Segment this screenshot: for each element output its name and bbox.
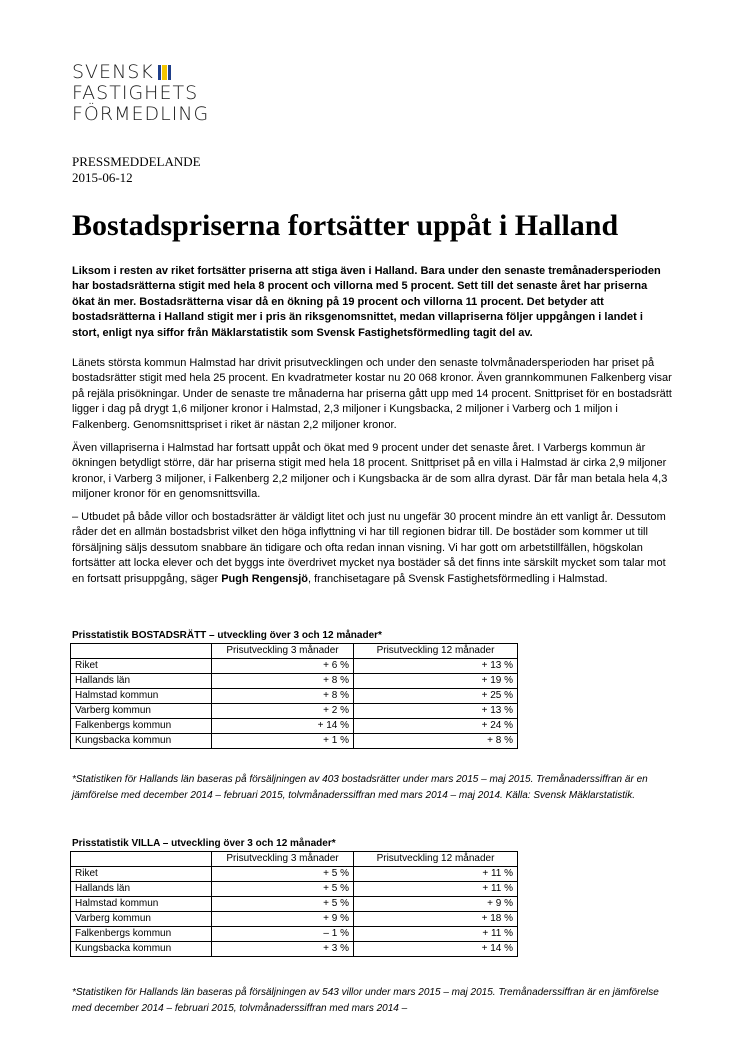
press-header: [72, 154, 201, 186]
table-cell-region: Falkenbergs kommun: [71, 927, 212, 942]
table-cell-region: Hallands län: [71, 882, 212, 897]
table-row: [71, 659, 518, 674]
table-cell-3m: + 5 %: [212, 882, 354, 897]
paragraph-halmstad-bostadsratt: Länets största kommun Halmstad har drivit prisutvecklingen och under den senaste tolvmånadersperioden har priset på bostadsrätter stigit med hela 25 procent. En kvadratmeter kostar nu 20 068 kronor. Även grannkommunen Falkenberg visar på rejäla prisökningar. Under de senaste tre månaderna har priserna gått upp med 14 procent. Snittpriset för en bostadsrätt ligger i dag på drygt 1,6 miljoner kronor i Halmstad, 2,3 miljoner i Kungsbacka, 2 miljoner i Varberg och 1 miljon i Falkenberg. Genomsnittspriset i riket är nästan 2,2 miljoner kronor.: [72, 357, 672, 431]
table-cell-12m: + 8 %: [354, 734, 518, 749]
table-cell-3m: + 1 %: [212, 734, 354, 749]
page-title: Bostadspriserna fortsätter uppåt i Halland: [72, 209, 619, 242]
press-label: PRESSMEDDELANDE: [72, 154, 201, 169]
table-cell-region: Kungsbacka kommun: [71, 942, 212, 957]
table-villa: [70, 851, 518, 957]
table-cell-region: Hallands län: [71, 674, 212, 689]
table-row: [71, 897, 518, 912]
table-cell-12m: + 25 %: [354, 689, 518, 704]
paragraph-quote: [72, 510, 672, 587]
table-bostadsratt: [70, 643, 518, 749]
lead-paragraph: Liksom i resten av riket fortsätter priserna att stiga även i Halland. Bara under den senaste tremånadersperioden har bostadsrätterna stigit med hela 8 procent och villorna med 5 procent. Sett till det senaste året har priserna ökat än mer. Bostadsrätterna visar då en ökning på 19 procent och villorna 11 procent. Det betyder att bostadsrätterna i Halland stigit mer i pris än riksgenomsnittet, medan villapriserna följer uppgången i landet i stort, enligt nya siffor från Mäklarstatistik som Svensk Fastighetsförmedling tagit del av.: [72, 265, 661, 339]
table-header-cell: Prisutveckling 12 månader: [354, 644, 518, 659]
table-cell-region: Halmstad kommun: [71, 689, 212, 704]
table-cell-region: Riket: [71, 867, 212, 882]
table-row: [71, 704, 518, 719]
table-cell-12m: + 24 %: [354, 719, 518, 734]
table-cell-3m: + 2 %: [212, 704, 354, 719]
table-cell-3m: + 8 %: [212, 674, 354, 689]
table-row: [71, 912, 518, 927]
table-title-bostadsratt: Prisstatistik BOSTADSRÄTT – utveckling över 3 och 12 månader*: [72, 630, 382, 641]
table-header-row: [71, 852, 518, 867]
table-row: [71, 942, 518, 957]
company-logo: [72, 62, 209, 125]
press-date: 2015-06-12: [72, 170, 133, 185]
table-header-cell: Prisutveckling 12 månader: [354, 852, 518, 867]
table-row: [71, 689, 518, 704]
table-cell-12m: + 19 %: [354, 674, 518, 689]
table-cell-3m: + 8 %: [212, 689, 354, 704]
logo-line-3: FÖRMEDLING: [72, 103, 210, 125]
table-row: [71, 719, 518, 734]
table-cell-region: Halmstad kommun: [71, 897, 212, 912]
table-cell-3m: + 14 %: [212, 719, 354, 734]
table-title-villa: Prisstatistik VILLA – utveckling över 3 och 12 månader*: [72, 838, 336, 849]
table-header-cell: Prisutveckling 3 månader: [212, 644, 354, 659]
table-header-cell: [71, 644, 212, 659]
quote-author-title: , franchisetagare på Svensk Fastighetsförmedling i Halmstad.: [308, 572, 608, 585]
logo-line-1: [72, 62, 209, 83]
table-note-villa: *Statistiken för Hallands län baseras på försäljningen av 543 villor under mars 2015 – maj 2015. Tremånaderssiffran är en jämförelse med december 2014 – februari 2015, tolvmånaderssiffran med mars 2014 –: [72, 987, 659, 1014]
table-cell-12m: + 11 %: [354, 867, 518, 882]
paragraph-villapriser: Även villapriserna i Halmstad har fortsatt uppåt och ökat med 9 procent under det senaste året. I Varbergs kommun är ökningen betydligt större, där har priserna stigit med hela 18 procent. Snittpriset på en villa i Halmstad är cirka 2,9 miljoner kronor, i Varberg 3 miljoner, i Falkenberg 2,2 miljoner och i Kungsbacka är de som allra dyrast. Där får man betala hela 4,3 miljoner kronor för en genomsnittsvilla.: [72, 442, 668, 501]
logo-text-1: SVENSK: [72, 61, 154, 83]
table-note-bostadsratt: *Statistiken för Hallands län baseras på försäljningen av 403 bostadsrätter under mars 2015 – maj 2015. Tremånaderssiffran är en jämförelse med december 2014 – februari 2015, tolvmånaderssiffran med mars 2014 – maj 2014. Källa: Svensk Mäklarstatistik.: [72, 774, 648, 801]
table-cell-region: Riket: [71, 659, 212, 674]
table-cell-3m: + 3 %: [212, 942, 354, 957]
table-cell-12m: + 18 %: [354, 912, 518, 927]
table-row: [71, 734, 518, 749]
table-cell-12m: + 13 %: [354, 704, 518, 719]
table-cell-3m: + 6 %: [212, 659, 354, 674]
table-cell-region: Varberg kommun: [71, 912, 212, 927]
table-cell-12m: + 11 %: [354, 882, 518, 897]
table-cell-region: Falkenbergs kommun: [71, 719, 212, 734]
table-cell-region: Varberg kommun: [71, 704, 212, 719]
table-row: [71, 927, 518, 942]
table-cell-3m: + 5 %: [212, 867, 354, 882]
table-cell-3m: + 9 %: [212, 912, 354, 927]
quote-author: Pugh Rengensjö: [221, 572, 308, 585]
table-cell-3m: + 5 %: [212, 897, 354, 912]
quote-text: – Utbudet på både villor och bostadsrätter är väldigt litet och just nu ungefär 30 procent mindre än ett vanligt år. Dessutom råder det en allmän bostadsbrist vilket den höga inflyttning vi har till regionen bidrar till. De bostäder som kommer ut till försäljning säljs dessutom snabbare än tidigare och ofta redan innan visning. Vi har gott om arbetstillfällen, högskolan fortsätter att locka elever och det byggs inte överdrivet mycket nya bostäder så det finns inte särskilt mycket som talar mot en fortsatt prisuppgång, säger: [72, 511, 666, 585]
table-row: [71, 674, 518, 689]
table-cell-region: Kungsbacka kommun: [71, 734, 212, 749]
table-cell-12m: + 9 %: [354, 897, 518, 912]
table-row: [71, 867, 518, 882]
swedish-flag-icon: [158, 65, 172, 80]
table-cell-12m: + 14 %: [354, 942, 518, 957]
table-header-cell: [71, 852, 212, 867]
table-cell-12m: + 13 %: [354, 659, 518, 674]
table-cell-12m: + 11 %: [354, 927, 518, 942]
table-header-row: [71, 644, 518, 659]
table-cell-3m: – 1 %: [212, 927, 354, 942]
table-row: [71, 882, 518, 897]
table-header-cell: Prisutveckling 3 månader: [212, 852, 354, 867]
logo-line-2: FASTIGHETS: [72, 82, 199, 104]
